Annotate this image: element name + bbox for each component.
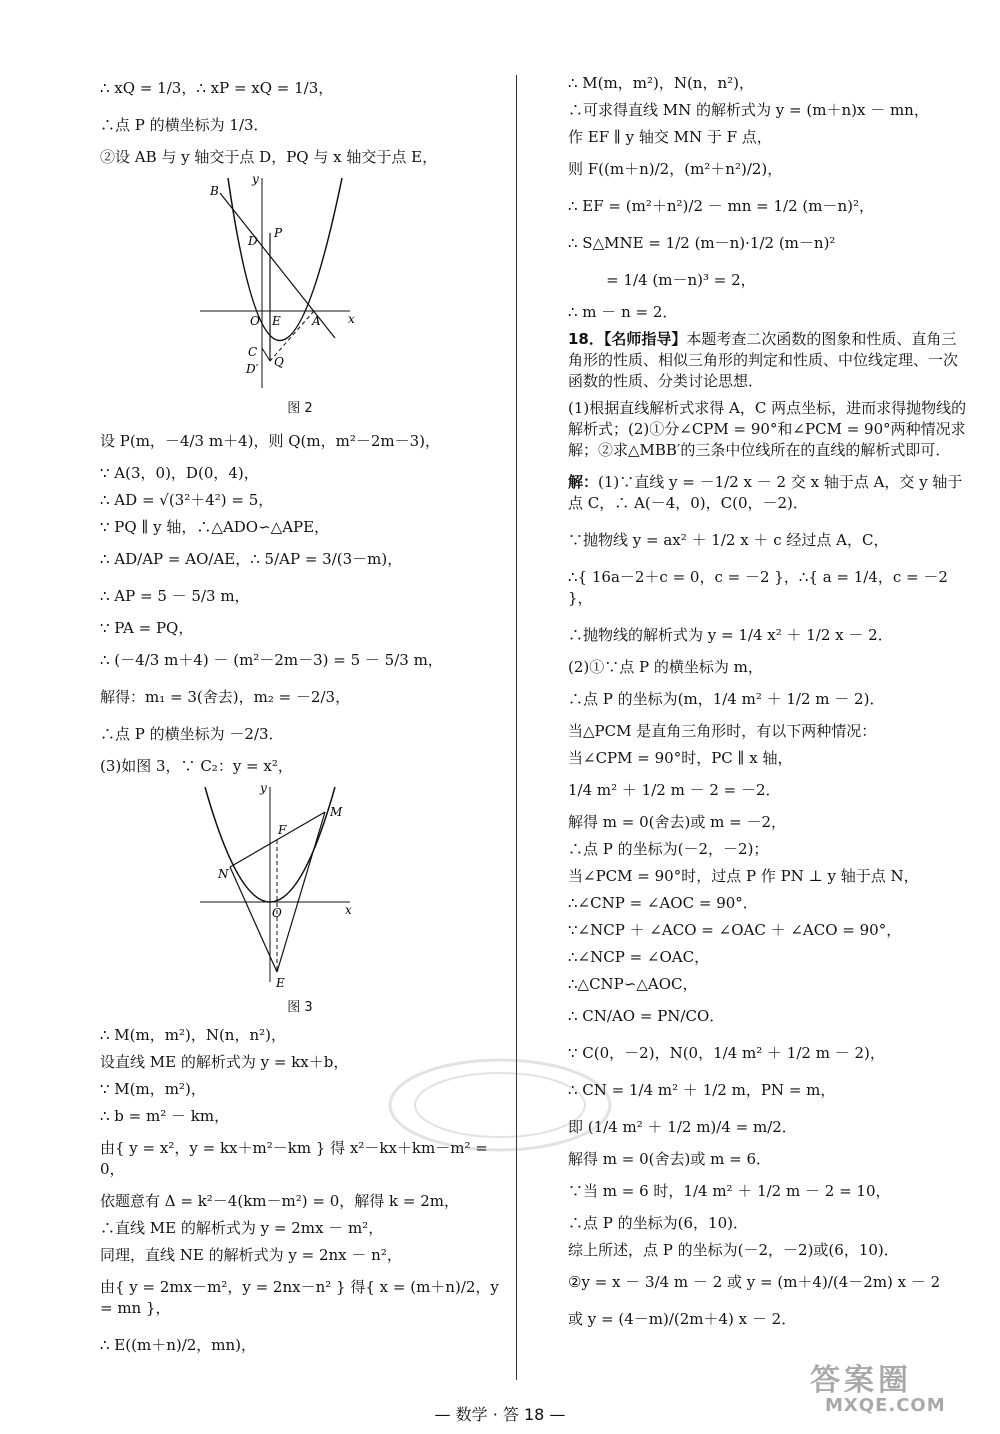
text-line: ∵ M(m，m²)， (100, 1080, 206, 1098)
label-q: Q (274, 355, 284, 369)
text-line: ∵ C(0，－2)，N(0，1/4 m² ＋ 1/2 m － 2)， (568, 1044, 885, 1062)
label-p: P (274, 226, 283, 240)
figure-2-caption: 图 2 (287, 401, 313, 416)
right-column (568, 70, 968, 1338)
text-line: 设 P(m，－4/3 m＋4)，则 Q(m，m²－2m－3)， (100, 432, 441, 450)
text-line: ∵ PQ ∥ y 轴，∴△ADO∽△APE， (100, 518, 330, 536)
text-line: 依题意有 Δ = k²－4(km－m²) = 0，解得 k = 2m， (100, 1192, 459, 1210)
text-line: 设直线 ME 的解析式为 y = kx＋b， (100, 1053, 349, 1071)
text-line: ∵ A(3，0)，D(0，4)， (100, 464, 259, 482)
text-line: ∴△CNP∽△AOC， (568, 975, 698, 993)
solution-text: (1)∵直线 y = －1/2 x － 2 交 x 轴于点 A，交 y 轴于点 C，∴ A(－4，0)，C(0，－2)． (568, 473, 963, 512)
text-line: ∵ PA = PQ， (100, 619, 194, 637)
text-line: ∴ CN = 1/4 m² ＋ 1/2 m，PN = m， (568, 1081, 836, 1099)
label-d: D (248, 234, 258, 248)
text-line: ∵当 m = 6 时，1/4 m² ＋ 1/2 m － 2 = 10， (568, 1182, 891, 1200)
text-line: 综上所述，点 P 的坐标为(－2，－2)或(6，10)． (568, 1241, 899, 1259)
text-line: ∵∠NCP ＋ ∠ACO = ∠OAC ＋ ∠ACO = 90°， (568, 921, 902, 939)
label-b: B (210, 184, 219, 198)
text-line: ②设 AB 与 y 轴交于点 D，PQ 与 x 轴交于点 E， (100, 148, 438, 166)
guide-text: 本题考查二次函数的图象和性质、直角三角形的性质、相似三角形的判定和性质、中位线定理、一次函数的性质、分类讨论思想． (568, 330, 959, 390)
label-d-prime: D′ (246, 362, 259, 376)
text-line: (3)如图 3，∵ C₂：y = x²， (100, 757, 293, 775)
text-line: ∴直线 ME 的解析式为 y = 2mx － m²， (100, 1219, 384, 1237)
text-line: 由{ y = x²，y = kx＋m²－km } 得 x²－kx＋km－m² = 0， (100, 1139, 493, 1178)
watermark-logo (380, 1050, 620, 1160)
text-line: 解得：m₁ = 3(舍去)，m₂ = －2/3， (100, 688, 351, 706)
text-line: ∴抛物线的解析式为 y = 1/4 x² ＋ 1/2 x － 2． (568, 626, 893, 644)
text-line: ∴ AP = 5 － 5/3 m， (100, 587, 250, 605)
text-line: ∴点 P 的坐标为(m，1/4 m² ＋ 1/2 m － 2)． (568, 690, 885, 708)
figure-3-graph (190, 782, 360, 997)
label-f: F (278, 823, 287, 837)
text-line: ∴ EF = (m²＋n²)/2 － mn = 1/2 (m－n)²， (568, 197, 875, 215)
text-line: ∴点 P 的横坐标为 1/3． (100, 116, 269, 134)
figure-3 (190, 782, 500, 1018)
label-x: x (348, 312, 355, 326)
guide-tag: 【名师指导】 (603, 330, 687, 348)
text-line: ∴ E((m＋n)/2，mn)， (100, 1336, 257, 1354)
text-line: ∴∠NCP = ∠OAC， (568, 948, 710, 966)
text-line: 或 y = (4－m)/(2m＋4) x － 2． (568, 1310, 797, 1328)
solution-label: 解： (568, 473, 599, 491)
text-line: ∴ b = m² － km， (100, 1107, 230, 1125)
text-line: ∴点 P 的坐标为(6，10)． (568, 1214, 748, 1232)
label-y: y (260, 782, 267, 795)
corner-watermark (770, 1363, 995, 1430)
segment-cq (262, 348, 270, 361)
watermark-url: MXQE.COM (825, 1395, 946, 1416)
text-line: ∴ M(m，m²)，N(n，n²)， (568, 74, 754, 92)
text-line: 解得 m = 0(舍去)或 m = 6． (568, 1150, 771, 1168)
text-line: ∵抛物线 y = ax² ＋ 1/2 x ＋ c 经过点 A，C， (568, 531, 889, 549)
text-line: 则 F((m＋n)/2，(m²＋n²)/2)， (568, 160, 783, 178)
text-line: ∴ S△MNE = 1/2 (m－n)·1/2 (m－n)² (568, 234, 836, 252)
text-line: = 1/4 (m－n)³ = 2， (568, 271, 756, 289)
label-e: E (272, 314, 281, 328)
text-line: ∴ AD/AP = AO/AE，∴ 5/AP = 3/(3－m)， (100, 550, 403, 568)
figure-2-graph (190, 173, 360, 398)
text-line: ∴ (－4/3 m＋4) － (m²－2m－3) = 5 － 5/3 m， (100, 651, 443, 669)
text-line: 由{ y = 2mx－m²，y = 2nx－n² } 得{ x = (m＋n)/2，y = mn }， (100, 1278, 504, 1317)
figure-3-caption: 图 3 (287, 1000, 313, 1015)
text-line: ∴ CN/AO = PN/CO． (568, 1007, 725, 1025)
text-line: 同理，直线 NE 的解析式为 y = 2nx － n²， (100, 1246, 402, 1264)
text-line: ∴ m － n = 2． (568, 303, 678, 321)
watermark-text: 答案圈 (810, 1363, 912, 1398)
text-line: ∴点 P 的坐标为(－2，－2)； (568, 840, 769, 858)
text-line: ∴ AD = √(3²＋4²) = 5， (100, 491, 274, 509)
text-line: 当△PCM 是直角三角形时，有以下两种情况： (568, 722, 877, 740)
guide-text-2: (1)根据直线解析式求得 A，C 两点坐标，进而求得抛物线的解析式；(2)①分∠CPM = 90°和∠PCM = 90°两种情况求解；②求△MBB′的三条中位线所在的直线的解析式即可． (568, 399, 967, 459)
text-line: (2)①∵点 P 的横坐标为 m， (568, 658, 763, 676)
text-line: 当∠CPM = 90°时，PC ∥ x 轴， (568, 749, 793, 767)
left-column (100, 70, 504, 1364)
question-number: 18． (568, 330, 604, 348)
label-n: N (218, 867, 229, 881)
label-y: y (252, 173, 259, 186)
text-line: 1/4 m² ＋ 1/2 m － 2 = －2． (568, 781, 781, 799)
parabola-curve (228, 178, 342, 341)
text-line: ∴ xQ = 1/3，∴ xP = xQ = 1/3， (100, 79, 334, 97)
text-line: 当∠PCM = 90°时，过点 P 作 PN ⊥ y 轴于点 N， (568, 867, 919, 885)
solution-start (568, 464, 968, 522)
label-o: O (250, 314, 260, 328)
text-line: 即 (1/4 m² ＋ 1/2 m)/4 = m/2． (568, 1118, 797, 1136)
column-divider (516, 75, 517, 1380)
label-e: E (276, 976, 285, 990)
label-o: O (272, 906, 282, 920)
page-footer: — 数学 · 答 18 — (434, 1405, 566, 1424)
text-line: ∴可求得直线 MN 的解析式为 y = (m＋n)x － mn， (568, 101, 929, 119)
label-m: M (330, 805, 343, 819)
label-a: A (312, 314, 321, 328)
text-line: ∴点 P 的横坐标为 －2/3． (100, 725, 284, 743)
text-line: ∴ M(m，m²)，N(n，n²)， (100, 1026, 286, 1044)
text-line: 解得 m = 0(舍去)或 m = －2， (568, 813, 786, 831)
text-line: ②y = x － 3/4 m － 2 或 y = (m＋4)/(4－2m) x － 2 (568, 1273, 941, 1291)
text-line: ∴∠CNP = ∠AOC = 90°． (568, 894, 758, 912)
label-c: C (248, 345, 258, 359)
figure-2 (190, 173, 500, 419)
label-x: x (345, 903, 352, 917)
text-line: 作 EF ∥ y 轴交 MN 于 F 点， (568, 128, 772, 146)
question-18-guide (568, 326, 968, 395)
text-line: ∴{ 16a－2＋c = 0，c = －2 }，∴{ a = 1/4，c = －2 }， (568, 568, 953, 607)
